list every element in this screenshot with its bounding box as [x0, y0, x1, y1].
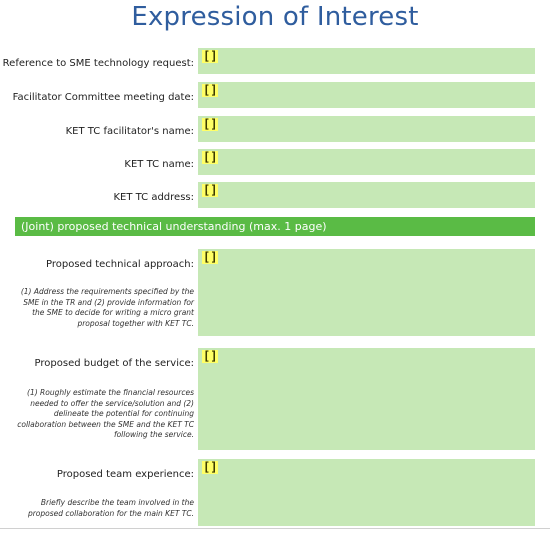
budget-input[interactable]	[198, 348, 535, 450]
field-label: Proposed technical approach:	[46, 259, 194, 270]
field-label: KET TC facilitator's name:	[65, 126, 194, 137]
field-label: Proposed team experience:	[56, 469, 194, 480]
technical-approach-input[interactable]	[198, 249, 535, 336]
placeholder-marker: []	[203, 49, 218, 63]
placeholder-marker: []	[203, 250, 218, 264]
page-divider	[0, 528, 550, 529]
ket-tc-address-input[interactable]	[198, 182, 535, 208]
placeholder-marker: []	[203, 117, 218, 131]
facilitator-name-input[interactable]	[198, 116, 535, 142]
field-note: (1) Roughly estimate the financial resources needed to offer the service/solution and (2) delineate the potential for continuing collaboration between the SME and the KET TC following the service.	[17, 388, 194, 439]
field-label: Facilitator Committee meeting date:	[12, 92, 194, 103]
ket-tc-name-input[interactable]	[198, 149, 535, 175]
team-experience-input[interactable]	[198, 459, 535, 526]
placeholder-marker: []	[203, 83, 218, 97]
placeholder-marker: []	[203, 349, 218, 363]
field-label: KET TC address:	[113, 192, 194, 203]
meeting-date-input[interactable]	[198, 82, 535, 108]
placeholder-marker: []	[203, 150, 218, 164]
field-note: (1) Address the requirements specified by the SME in the TR and (2) provide information for the SME to decide for writing a micro grant proposal together with KET TC.	[20, 287, 194, 328]
page-title: Expression of Interest	[131, 2, 419, 32]
section-header	[15, 217, 535, 236]
field-label: Proposed budget of the service:	[34, 358, 194, 369]
section-header-label: (Joint) proposed technical understanding (max. 1 page)	[21, 220, 327, 233]
placeholder-marker: []	[203, 460, 218, 474]
field-label: KET TC name:	[124, 159, 194, 170]
field-note: Briefly describe the team involved in the proposed collaboration for the main KET TC.	[27, 498, 194, 518]
sme-request-input[interactable]	[198, 48, 535, 74]
placeholder-marker: []	[203, 183, 218, 197]
field-label: Reference to SME technology request:	[2, 58, 194, 69]
